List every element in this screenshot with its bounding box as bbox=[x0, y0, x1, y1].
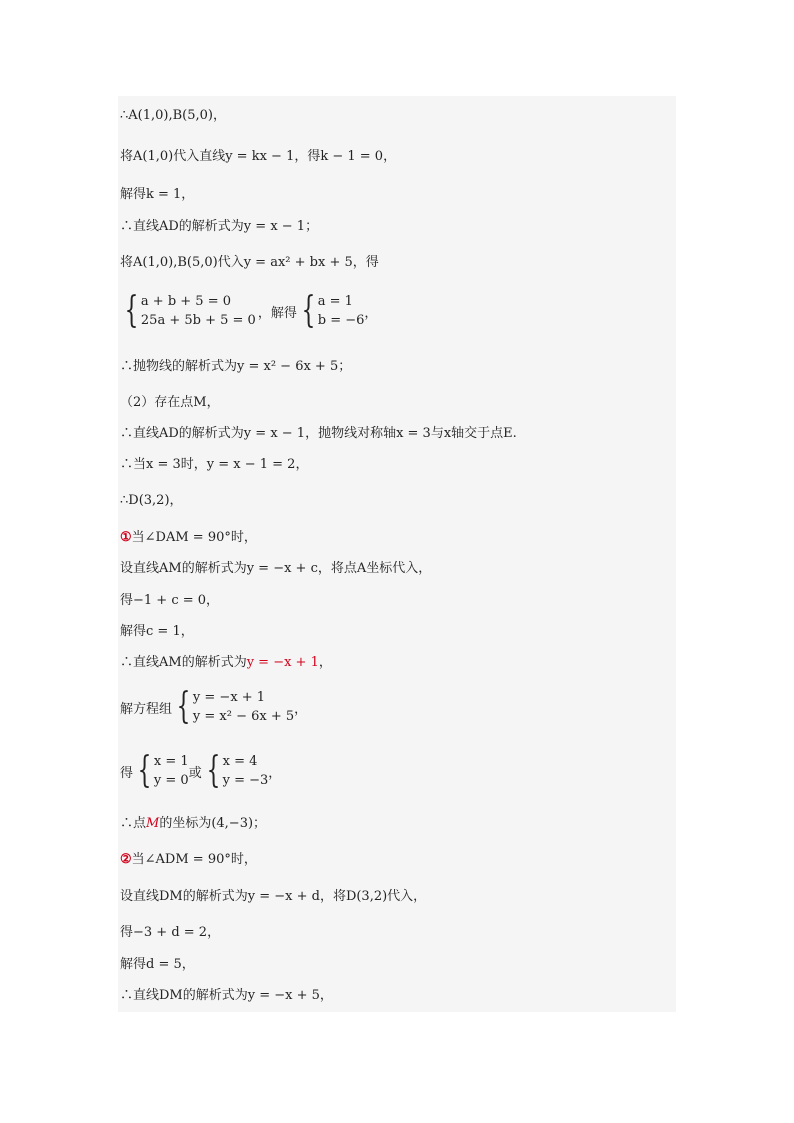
punctuation: ， bbox=[294, 701, 308, 717]
highlight-equation: y = −x + 1 bbox=[246, 655, 319, 670]
line-set-dm: 设直线DM的解析式为y = −x + d，将D(3,2)代入， bbox=[120, 889, 427, 904]
line-substitute-ab: 将A(1,0),B(5,0)代入y = ax² + bx + 5，得 bbox=[120, 255, 379, 270]
brace-icon: { bbox=[301, 290, 316, 331]
line-case-one bbox=[120, 530, 257, 546]
solution-row: x = 1 bbox=[153, 754, 189, 769]
solution-row: b = −6 bbox=[317, 313, 365, 328]
system-separator: ，解得 bbox=[257, 305, 297, 321]
system-row: y = x² − 6x + 5 bbox=[192, 709, 295, 724]
punctuation: ， bbox=[364, 305, 378, 321]
text: ∴直线AM的解析式为 bbox=[120, 655, 247, 670]
line-axis-symmetry: ∴直线AD的解析式为y = x − 1，抛物线对称轴x = 3与x轴交于点E. bbox=[120, 426, 517, 441]
brace-icon: { bbox=[124, 290, 139, 331]
punctuation: ， bbox=[268, 765, 282, 781]
line-parabola-equation: ∴抛物线的解析式为y = x² − 6x + 5； bbox=[120, 359, 352, 374]
line-case-two bbox=[120, 852, 257, 868]
case-number: ① bbox=[120, 530, 132, 545]
solution-row: a = 1 bbox=[317, 294, 353, 309]
line-ad-equation: ∴直线AD的解析式为y = x − 1； bbox=[120, 219, 319, 234]
punctuation: ， bbox=[318, 655, 332, 670]
solution-row: y = −3 bbox=[222, 773, 269, 788]
brace-icon: { bbox=[176, 686, 191, 727]
line-point-d: ∴D(3,2)， bbox=[120, 493, 183, 508]
equation-system-solve bbox=[120, 688, 307, 726]
line-set-am: 设直线AM的解析式为y = −x + c，将点A坐标代入， bbox=[120, 561, 432, 576]
line-am-equation bbox=[120, 655, 332, 671]
line-c-equation: 得−1 + c = 0， bbox=[120, 593, 220, 608]
solution-label: 得 bbox=[120, 765, 134, 781]
line-d-equation: 得−3 + d = 2， bbox=[120, 925, 221, 940]
line-part-two: （2）存在点M， bbox=[120, 395, 220, 410]
text: 的坐标为(4,−3)； bbox=[159, 816, 267, 831]
line-solve-d: 解得d = 5， bbox=[120, 957, 195, 972]
line-substitute-a: 将A(1,0)代入直线y = kx − 1，得k − 1 = 0， bbox=[120, 149, 397, 164]
brace-icon: { bbox=[206, 750, 221, 791]
line-point-m bbox=[120, 816, 266, 832]
system-row: a + b + 5 = 0 bbox=[140, 294, 231, 309]
system-row: 25a + 5b + 5 = 0 bbox=[140, 313, 256, 328]
line-dm-equation: ∴直线DM的解析式为y = −x + 5， bbox=[120, 988, 333, 1003]
text: ∴点 bbox=[120, 816, 147, 831]
solution-row: x = 4 bbox=[222, 754, 258, 769]
equation-system-ab bbox=[120, 292, 377, 330]
case-text: 当∠ADM = 90°时， bbox=[131, 852, 257, 867]
line-solve-c: 解得c = 1， bbox=[120, 624, 194, 639]
line-solve-k: 解得k = 1， bbox=[120, 187, 195, 202]
case-number: ② bbox=[120, 852, 132, 867]
highlight-point: M bbox=[146, 816, 160, 831]
line-points-ab: ∴A(1,0),B(5,0)， bbox=[120, 108, 226, 123]
line-when-x3: ∴当x = 3时，y = x − 1 = 2， bbox=[120, 457, 309, 472]
system-row: y = −x + 1 bbox=[192, 690, 266, 705]
system-label: 解方程组 bbox=[120, 701, 173, 717]
brace-icon: { bbox=[137, 750, 152, 791]
or-label: 或 bbox=[188, 765, 202, 781]
solution-row: y = 0 bbox=[153, 773, 189, 788]
case-text: 当∠DAM = 90°时， bbox=[131, 530, 257, 545]
solution-system bbox=[120, 752, 281, 790]
